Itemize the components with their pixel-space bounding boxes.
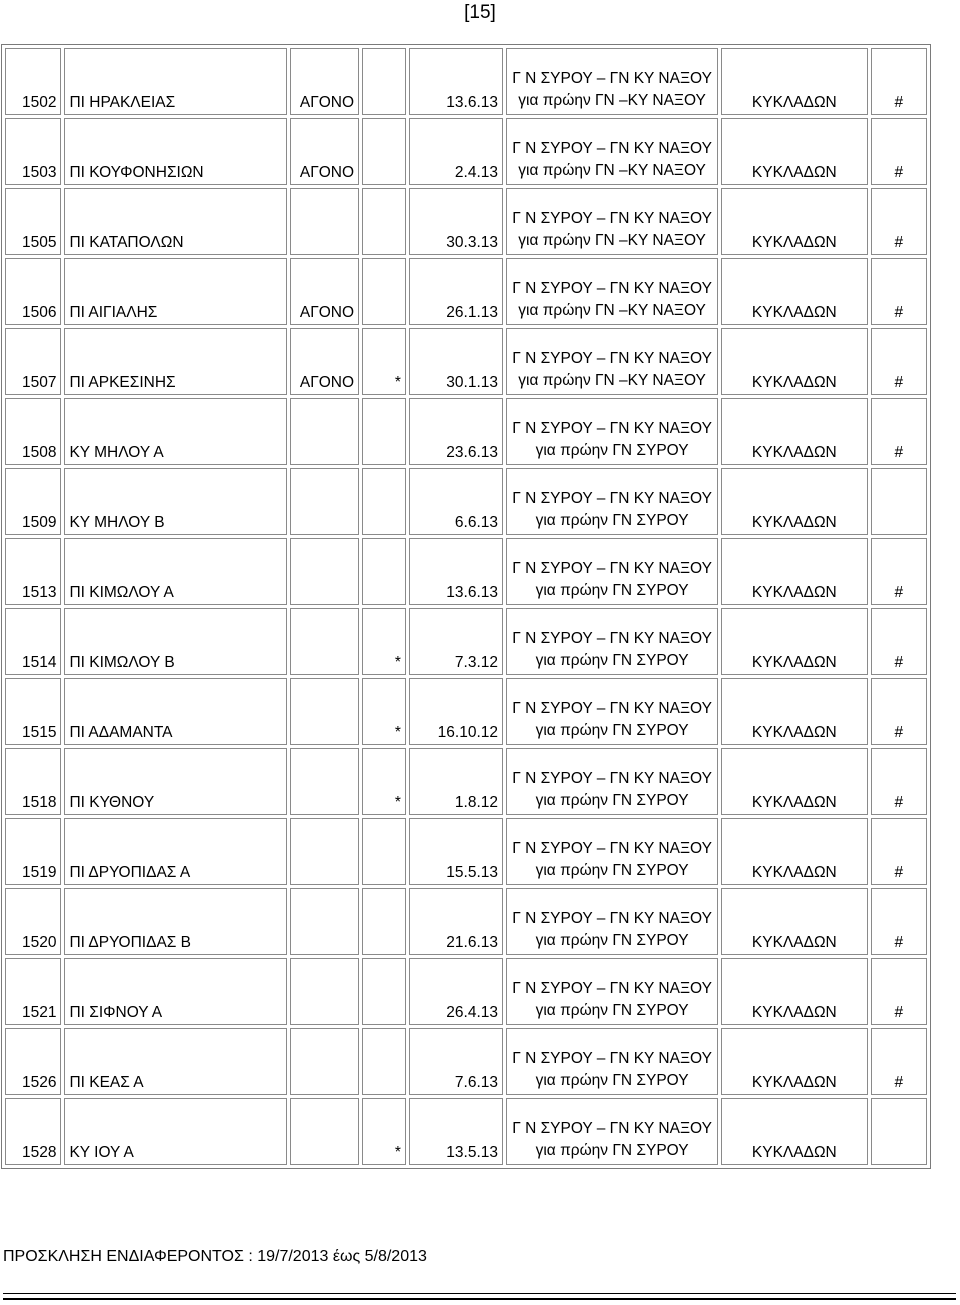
table-row (5, 538, 927, 605)
footer-announcement: ΠΡΟΣΚΛΗΣΗ ΕΝΔΙΑΦΕΡΟΝΤΟΣ : 19/7/2013 έως 5/8/2013 (3, 1248, 427, 1265)
authority-line-2: για πρώην ΓΝ ΣΥΡΟΥ (535, 1072, 689, 1089)
table-row (5, 958, 927, 1025)
cell-hash: # (871, 118, 928, 185)
cell-hash: # (871, 888, 928, 955)
cell-star: * (362, 1098, 406, 1165)
table-row (5, 1028, 927, 1095)
authority-line-1: Γ Ν ΣΥΡΟΥ – ΓΝ ΚΥ ΝΑΞΟΥ (512, 1120, 712, 1137)
cell-hash: # (871, 48, 928, 115)
authority-line-1: Γ Ν ΣΥΡΟΥ – ΓΝ ΚΥ ΝΑΞΟΥ (512, 140, 712, 157)
table-row (5, 678, 927, 745)
cell-date: 2.4.13 (409, 118, 503, 185)
table-row (5, 398, 927, 465)
cell-prefecture: ΚΥΚΛΑΔΩΝ (721, 1028, 867, 1095)
cell-star (362, 118, 406, 185)
cell-hash (871, 1098, 928, 1165)
cell-name: ΠΙ ΔΡΥΟΠΙΔΑΣ Β (64, 888, 287, 955)
cell-name: ΠΙ ΚΕΑΣ Α (64, 1028, 287, 1095)
authority-line-1: Γ Ν ΣΥΡΟΥ – ΓΝ ΚΥ ΝΑΞΟΥ (512, 1050, 712, 1067)
cell-date: 26.4.13 (409, 958, 503, 1025)
cell-prefecture: ΚΥΚΛΑΔΩΝ (721, 48, 867, 115)
authority-line-1: Γ Ν ΣΥΡΟΥ – ΓΝ ΚΥ ΝΑΞΟΥ (512, 980, 712, 997)
cell-hash: # (871, 188, 928, 255)
cell-code: 1507 (5, 328, 61, 395)
table-row (5, 1098, 927, 1165)
cell-type (290, 748, 359, 815)
authority-line-1: Γ Ν ΣΥΡΟΥ – ΓΝ ΚΥ ΝΑΞΟΥ (512, 210, 712, 227)
cell-hash: # (871, 608, 928, 675)
cell-date: 13.6.13 (409, 48, 503, 115)
cell-star (362, 258, 406, 325)
authority-line-1: Γ Ν ΣΥΡΟΥ – ΓΝ ΚΥ ΝΑΞΟΥ (512, 420, 712, 437)
cell-code: 1521 (5, 958, 61, 1025)
cell-type: ΑΓΟΝΟ (290, 328, 359, 395)
cell-date: 16.10.12 (409, 678, 503, 745)
authority-line-2: για πρώην ΓΝ ΣΥΡΟΥ (535, 442, 689, 459)
cell-authority (506, 398, 718, 465)
authority-line-2: για πρώην ΓΝ ΣΥΡΟΥ (535, 1002, 689, 1019)
authority-line-1: Γ Ν ΣΥΡΟΥ – ΓΝ ΚΥ ΝΑΞΟΥ (512, 910, 712, 927)
cell-star (362, 398, 406, 465)
cell-date: 6.6.13 (409, 468, 503, 535)
authority-line-1: Γ Ν ΣΥΡΟΥ – ΓΝ ΚΥ ΝΑΞΟΥ (512, 840, 712, 857)
cell-name: ΠΙ ΚΑΤΑΠΟΛΩΝ (64, 188, 287, 255)
cell-type (290, 678, 359, 745)
cell-authority (506, 118, 718, 185)
cell-hash: # (871, 1028, 928, 1095)
cell-hash: # (871, 678, 928, 745)
cell-prefecture: ΚΥΚΛΑΔΩΝ (721, 468, 867, 535)
cell-star: * (362, 678, 406, 745)
cell-name: ΠΙ ΗΡΑΚΛΕΙΑΣ (64, 48, 287, 115)
cell-prefecture: ΚΥΚΛΑΔΩΝ (721, 538, 867, 605)
cell-star: * (362, 608, 406, 675)
table-row (5, 888, 927, 955)
cell-prefecture: ΚΥΚΛΑΔΩΝ (721, 608, 867, 675)
authority-line-2: για πρώην ΓΝ ΣΥΡΟΥ (535, 1142, 689, 1159)
cell-name: ΠΙ ΑΙΓΙΑΛΗΣ (64, 258, 287, 325)
cell-code: 1518 (5, 748, 61, 815)
cell-type: ΑΓΟΝΟ (290, 118, 359, 185)
cell-star (362, 188, 406, 255)
authority-line-2: για πρώην ΓΝ ΣΥΡΟΥ (535, 792, 689, 809)
cell-date: 30.1.13 (409, 328, 503, 395)
cell-prefecture: ΚΥΚΛΑΔΩΝ (721, 258, 867, 325)
cell-authority (506, 188, 718, 255)
cell-star: * (362, 748, 406, 815)
cell-type (290, 188, 359, 255)
cell-name: ΠΙ ΣΙΦΝΟΥ Α (64, 958, 287, 1025)
cell-hash: # (871, 538, 928, 605)
authority-line-1: Γ Ν ΣΥΡΟΥ – ΓΝ ΚΥ ΝΑΞΟΥ (512, 70, 712, 87)
table-row (5, 818, 927, 885)
cell-type (290, 608, 359, 675)
cell-type (290, 818, 359, 885)
table-row (5, 188, 927, 255)
cell-name: ΠΙ ΚΙΜΩΛΟΥ Α (64, 538, 287, 605)
cell-authority (506, 1028, 718, 1095)
cell-prefecture: ΚΥΚΛΑΔΩΝ (721, 188, 867, 255)
authority-line-2: για πρώην ΓΝ –ΚΥ ΝΑΞΟΥ (518, 162, 706, 179)
cell-type (290, 1098, 359, 1165)
cell-star (362, 1028, 406, 1095)
cell-star: * (362, 328, 406, 395)
cell-prefecture: ΚΥΚΛΑΔΩΝ (721, 118, 867, 185)
cell-code: 1513 (5, 538, 61, 605)
authority-line-1: Γ Ν ΣΥΡΟΥ – ΓΝ ΚΥ ΝΑΞΟΥ (512, 280, 712, 297)
authority-line-1: Γ Ν ΣΥΡΟΥ – ΓΝ ΚΥ ΝΑΞΟΥ (512, 560, 712, 577)
authority-line-2: για πρώην ΓΝ ΣΥΡΟΥ (535, 932, 689, 949)
cell-prefecture: ΚΥΚΛΑΔΩΝ (721, 1098, 867, 1165)
authority-line-2: για πρώην ΓΝ –ΚΥ ΝΑΞΟΥ (518, 232, 706, 249)
cell-hash (871, 468, 928, 535)
table-row (5, 748, 927, 815)
table-body (5, 48, 927, 1165)
cell-prefecture: ΚΥΚΛΑΔΩΝ (721, 888, 867, 955)
authority-line-2: για πρώην ΓΝ –ΚΥ ΝΑΞΟΥ (518, 302, 706, 319)
cell-date: 1.8.12 (409, 748, 503, 815)
cell-hash: # (871, 398, 928, 465)
page-number: [15] (464, 2, 496, 23)
authority-line-1: Γ Ν ΣΥΡΟΥ – ΓΝ ΚΥ ΝΑΞΟΥ (512, 770, 712, 787)
cell-code: 1506 (5, 258, 61, 325)
cell-date: 7.3.12 (409, 608, 503, 675)
cell-type (290, 958, 359, 1025)
cell-hash: # (871, 258, 928, 325)
cell-prefecture: ΚΥΚΛΑΔΩΝ (721, 398, 867, 465)
cell-authority (506, 888, 718, 955)
authority-line-2: για πρώην ΓΝ –ΚΥ ΝΑΞΟΥ (518, 372, 706, 389)
cell-code: 1502 (5, 48, 61, 115)
cell-authority (506, 258, 718, 325)
cell-hash: # (871, 818, 928, 885)
cell-authority (506, 1098, 718, 1165)
cell-date: 26.1.13 (409, 258, 503, 325)
table-row (5, 118, 927, 185)
cell-name: ΚΥ ΜΗΛΟΥ Α (64, 398, 287, 465)
authority-line-2: για πρώην ΓΝ ΣΥΡΟΥ (535, 722, 689, 739)
cell-code: 1503 (5, 118, 61, 185)
cell-prefecture: ΚΥΚΛΑΔΩΝ (721, 958, 867, 1025)
cell-prefecture: ΚΥΚΛΑΔΩΝ (721, 818, 867, 885)
cell-name: ΠΙ ΔΡΥΟΠΙΔΑΣ Α (64, 818, 287, 885)
cell-name: ΠΙ ΚΥΘΝΟΥ (64, 748, 287, 815)
cell-authority (506, 538, 718, 605)
footer-rule (3, 1293, 956, 1300)
cell-name: ΠΙ ΚΟΥΦΟΝΗΣΙΩΝ (64, 118, 287, 185)
table-row (5, 468, 927, 535)
cell-date: 23.6.13 (409, 398, 503, 465)
authority-line-2: για πρώην ΓΝ ΣΥΡΟΥ (535, 582, 689, 599)
cell-star (362, 48, 406, 115)
cell-name: ΚΥ ΙΟΥ Α (64, 1098, 287, 1165)
authority-line-1: Γ Ν ΣΥΡΟΥ – ΓΝ ΚΥ ΝΑΞΟΥ (512, 630, 712, 647)
authority-line-1: Γ Ν ΣΥΡΟΥ – ΓΝ ΚΥ ΝΑΞΟΥ (512, 700, 712, 717)
cell-prefecture: ΚΥΚΛΑΔΩΝ (721, 328, 867, 395)
cell-authority (506, 468, 718, 535)
cell-code: 1505 (5, 188, 61, 255)
table-row (5, 48, 927, 115)
cell-prefecture: ΚΥΚΛΑΔΩΝ (721, 678, 867, 745)
cell-authority (506, 678, 718, 745)
cell-code: 1520 (5, 888, 61, 955)
cell-authority (506, 818, 718, 885)
cell-type (290, 1028, 359, 1095)
cell-date: 21.6.13 (409, 888, 503, 955)
cell-code: 1526 (5, 1028, 61, 1095)
cell-type (290, 398, 359, 465)
cell-hash: # (871, 748, 928, 815)
cell-authority (506, 608, 718, 675)
authority-line-2: για πρώην ΓΝ –ΚΥ ΝΑΞΟΥ (518, 92, 706, 109)
cell-type (290, 538, 359, 605)
cell-type (290, 468, 359, 535)
authority-line-2: για πρώην ΓΝ ΣΥΡΟΥ (535, 512, 689, 529)
cell-date: 7.6.13 (409, 1028, 503, 1095)
cell-name: ΠΙ ΑΔΑΜΑΝΤΑ (64, 678, 287, 745)
cell-authority (506, 48, 718, 115)
table-row (5, 328, 927, 395)
cell-name: ΚΥ ΜΗΛΟΥ Β (64, 468, 287, 535)
cell-star (362, 538, 406, 605)
cell-authority (506, 328, 718, 395)
cell-type (290, 888, 359, 955)
cell-date: 13.6.13 (409, 538, 503, 605)
authority-line-1: Γ Ν ΣΥΡΟΥ – ΓΝ ΚΥ ΝΑΞΟΥ (512, 350, 712, 367)
cell-date: 13.5.13 (409, 1098, 503, 1165)
cell-code: 1519 (5, 818, 61, 885)
cell-code: 1514 (5, 608, 61, 675)
table-row (5, 608, 927, 675)
cell-code: 1508 (5, 398, 61, 465)
cell-authority (506, 958, 718, 1025)
cell-name: ΠΙ ΑΡΚΕΣΙΝΗΣ (64, 328, 287, 395)
cell-type: ΑΓΟΝΟ (290, 48, 359, 115)
cell-date: 15.5.13 (409, 818, 503, 885)
cell-code: 1515 (5, 678, 61, 745)
cell-hash: # (871, 958, 928, 1025)
cell-name: ΠΙ ΚΙΜΩΛΟΥ Β (64, 608, 287, 675)
cell-star (362, 958, 406, 1025)
authority-line-2: για πρώην ΓΝ ΣΥΡΟΥ (535, 862, 689, 879)
cell-hash: # (871, 328, 928, 395)
authority-line-2: για πρώην ΓΝ ΣΥΡΟΥ (535, 652, 689, 669)
cell-star (362, 818, 406, 885)
cell-star (362, 468, 406, 535)
cell-date: 30.3.13 (409, 188, 503, 255)
positions-table (1, 44, 931, 1169)
table-row (5, 258, 927, 325)
cell-star (362, 888, 406, 955)
cell-prefecture: ΚΥΚΛΑΔΩΝ (721, 748, 867, 815)
cell-code: 1509 (5, 468, 61, 535)
cell-code: 1528 (5, 1098, 61, 1165)
cell-type: ΑΓΟΝΟ (290, 258, 359, 325)
cell-authority (506, 748, 718, 815)
authority-line-1: Γ Ν ΣΥΡΟΥ – ΓΝ ΚΥ ΝΑΞΟΥ (512, 490, 712, 507)
